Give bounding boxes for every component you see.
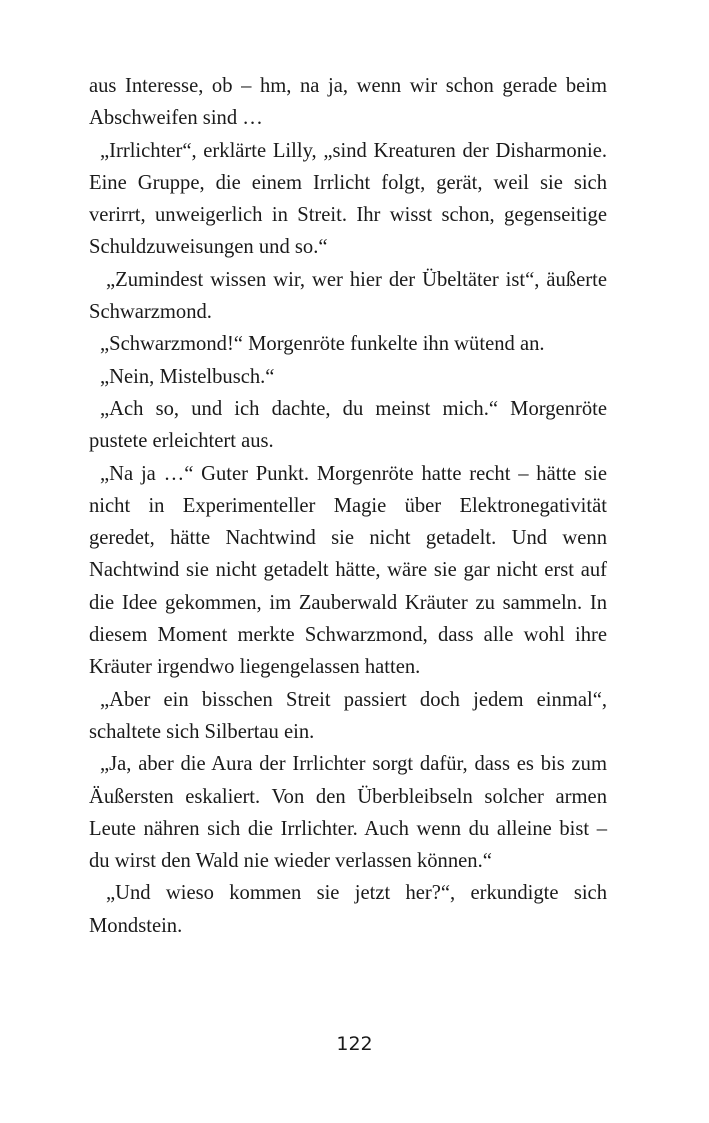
paragraph-2: „Irrlichter“, erklärte Lilly, „sind Kreaturen der Disharmonie. Eine Gruppe, die einem Irrlicht folgt, gerät, weil sie sich verirrt, unweigerlich in Streit. Ihr wisst schon, gegenseitige Schuldzuweisungen und so.“ [89,139,607,259]
paragraph-6: „Ach so, und ich dachte, du meinst mich.“ Morgenröte pustete erleichtert aus. [89,397,607,453]
paragraph-8: „Aber ein bisschen Streit passiert doch jedem einmal“, schaltete sich Silbertau ein. [89,688,607,743]
paragraph-9: „Ja, aber die Aura der Irrlichter sorgt dafür, dass es bis zum Äußersten eskaliert. Von den Überbleibseln solcher armen Leute nähren sich die Irrlichter. Auch wenn du alleine bist – du wirst den Wald nie wieder verlassen können.“ [89,753,607,873]
page-body [89,70,607,942]
paragraph-1: aus Interesse, ob – hm, na ja, wenn wir schon gerade beim Abschweifen sind … [89,75,607,130]
paragraph-7: „Na ja …“ Guter Punkt. Morgenröte hatte recht – hätte sie nicht in Experimenteller Magie über Elektronegativität geredet, hätte Nachtwind sie nicht getadelt. Und wenn Nachtwind sie nicht getadelt hätte, wäre sie gar nicht erst auf die Idee gekommen, im Zauberwald Kräuter zu sammeln. In diesem Moment merkte Schwarzmond, dass alle wohl ihre Kräuter irgendwo liegengelassen hatten. [89,462,607,679]
paragraph-4: „Schwarzmond!“ Morgenröte funkelte ihn wütend an. [100,333,545,356]
paragraph-3: „Zumindest wissen wir, wer hier der Übeltäter ist“, äußerte Schwarzmond. [89,268,607,324]
page-number: 122 [336,1033,373,1055]
paragraph-5: „Nein, Mistelbusch.“ [100,365,275,388]
paragraph-10: „Und wieso kommen sie jetzt her?“, erkundigte sich Mondstein. [89,882,607,937]
